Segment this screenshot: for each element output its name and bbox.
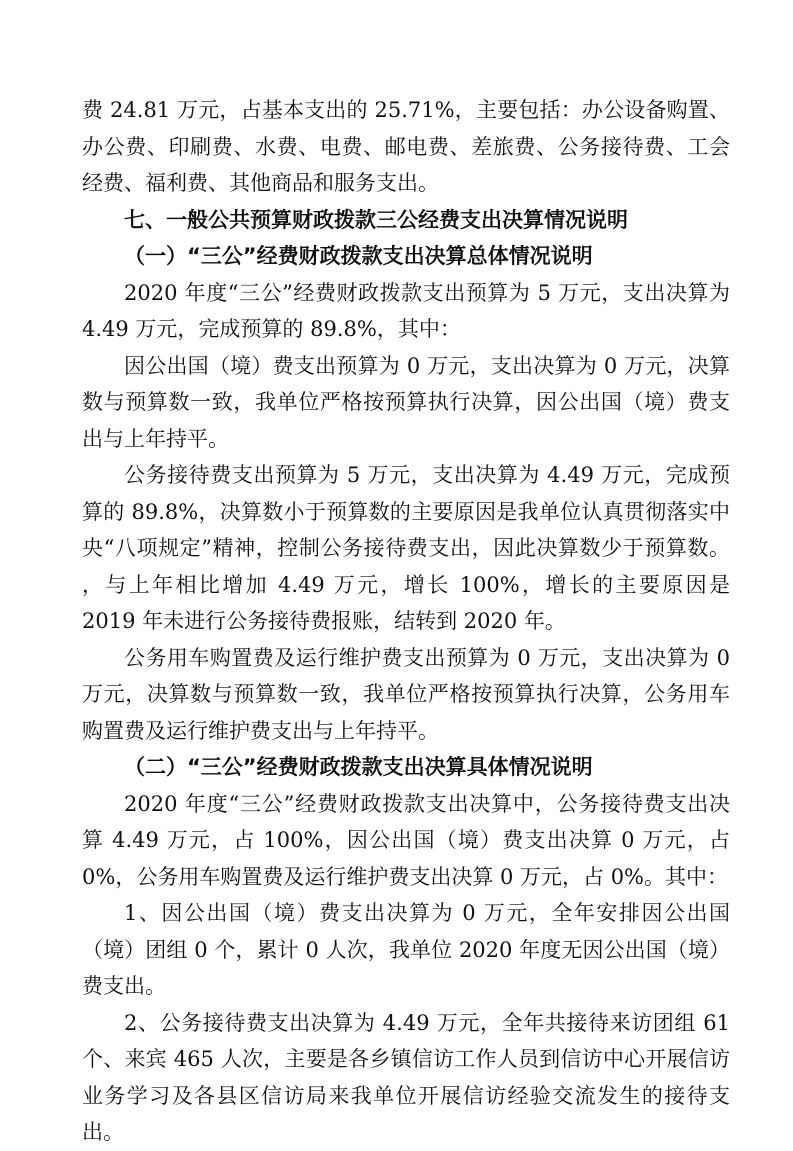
paragraph-overseas-detail: 1、因公出国（境）费支出决算为 0 万元，全年安排因公出国（境）团组 0 个，累计 0 人次，我单位 2020 年度无因公出国（境）费支出。 bbox=[82, 901, 730, 998]
paragraph-budget-overall: 2020 年度“三公”经费财政拨款支出预算为 5 万元，支出决算为 4.49 万元，完成预算的 89.8%，其中： bbox=[82, 280, 730, 341]
paragraph-vehicle-budget: 公务用车购置费及运行维护费支出预算为 0 万元，支出决算为 0 万元，决算数与预算数一致，我单位严格按预算执行决算，公务用车购置费及运行维护费支出与上年持平。 bbox=[82, 645, 730, 743]
paragraph-specific-summary: 2020 年度“三公”经费财政拨款支出决算中，公务接待费支出决算 4.49 万元，占 100%，因公出国（境）费支出决算 0 万元，占 0%，公务用车购置费及运行维护费支出决算 0 万元，占 0%。其中： bbox=[82, 791, 730, 889]
section-heading-seven: 七、一般公共预算财政拨款三公经费支出决算情况说明 bbox=[124, 207, 628, 232]
paragraph-overseas-budget: 因公出国（境）费支出预算为 0 万元，支出决算为 0 万元，决算数与预算数一致，我单位严格按预算执行决算，因公出国（境）费支出与上年持平。 bbox=[82, 353, 730, 451]
paragraph-reception-budget: 公务接待费支出预算为 5 万元，支出决算为 4.49 万元，完成预算的 89.8%，决算数小于预算数的主要原因是我单位认真贯彻落实中央“八项规定”精神，控制公务接待费支出，因此决算数少于预算数。 ，与上年相比增加 4.49 万元，增长 100%，增长的主要原因是 2019 年未进行公务接待费报账，结转到 2020 年。 bbox=[82, 463, 730, 633]
paragraph-continued-expenses: 费 24.81 万元，占基本支出的 25.71%，主要包括：办公设备购置、办公费、印刷费、水费、电费、邮电费、差旅费、公务接待费、工会经费、福利费、其他商品和服务支出。 bbox=[82, 98, 730, 195]
subsection-heading-overall: （一）“三公”经费财政拨款支出决算总体情况说明 bbox=[124, 244, 593, 268]
paragraph-reception-detail: 2、公务接待费支出决算为 4.49 万元，全年共接待来访团组 61 个、来宾 465 人次，主要是各乡镇信访工作人员到信访中心开展信访业务学习及各县区信访局来我单位开展信访经验交流发生的接待支出。 bbox=[82, 1010, 730, 1144]
subsection-heading-specific: （二）“三公”经费财政拨款支出决算具体情况说明 bbox=[124, 755, 593, 779]
document-body bbox=[82, 92, 730, 1151]
